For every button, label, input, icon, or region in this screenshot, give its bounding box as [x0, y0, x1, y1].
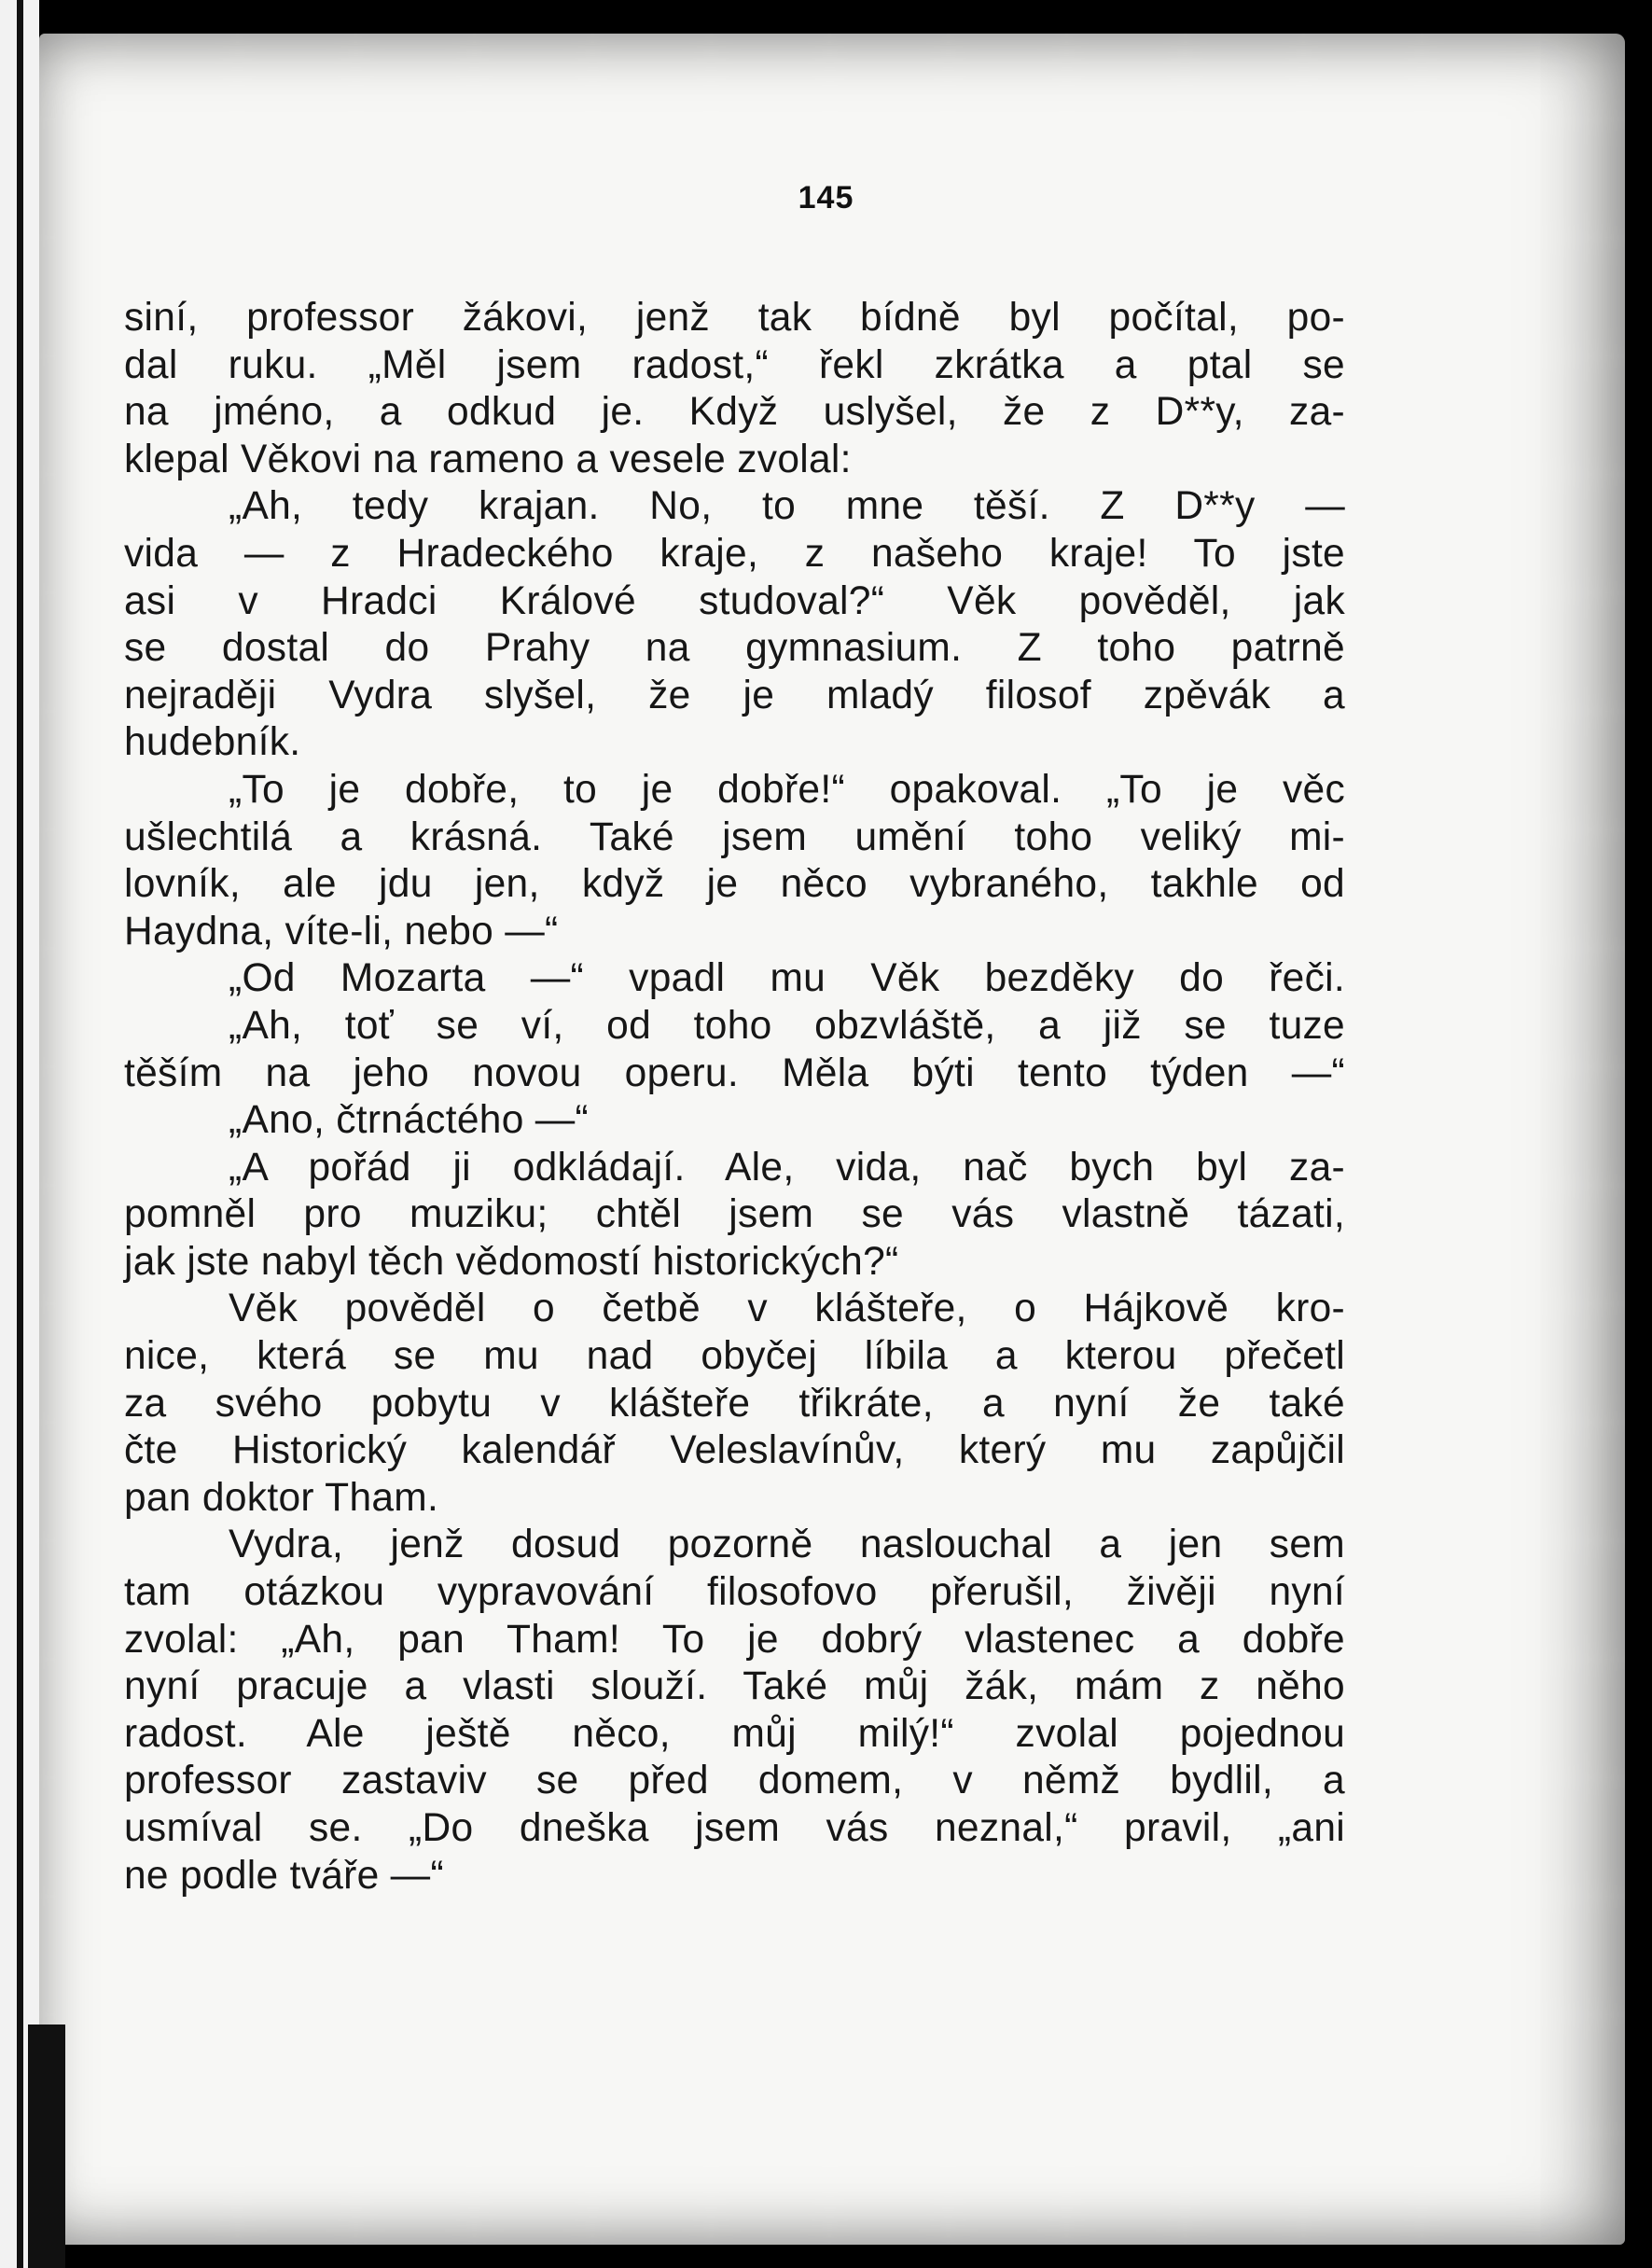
page-number: 145: [798, 180, 854, 216]
text-line: Vydra, jenž dosud pozorně naslouchal a jen sem: [229, 1523, 1345, 1567]
text-line: tam otázkou vypravování filosofovo přerušil, živěji nyní: [124, 1570, 1345, 1615]
text-line: těším na jeho novou operu. Měla býti tento týden —“: [124, 1051, 1345, 1095]
text-line: „Ah, toť se ví, od toho obzvláště, a již se tuze: [229, 1003, 1345, 1048]
text-line: zvolal: „Ah, pan Tham! To je dobrý vlastenec a dobře: [124, 1617, 1345, 1662]
text-line: „A pořád ji odkládají. Ale, vida, nač bych byl za-: [229, 1145, 1345, 1190]
text-line: pan doktor Tham.: [124, 1475, 439, 1520]
text-line: pomněl pro muziku; chtěl jsem se vás vlastně tázati,: [124, 1192, 1345, 1237]
text-line: „Ah, tedy krajan. No, to mne těší. Z D**y —: [229, 484, 1345, 529]
text-line: ušlechtilá a krásná. Také jsem umění toho veliký mi-: [124, 814, 1345, 859]
text-line: asi v Hradci Králové studoval?“ Věk pověděl, jak: [124, 578, 1345, 623]
text-line: „Ano, čtrnáctého —“: [229, 1098, 590, 1143]
text-line: na jméno, a odkud je. Když uslyšel, že z D**y, za-: [124, 390, 1345, 435]
body-text: [124, 295, 1345, 1899]
text-line: vida — z Hradeckého kraje, z našeho kraje! To jste: [124, 531, 1345, 576]
text-line: nejraději Vydra slyšel, že je mladý filosof zpěvák a: [124, 673, 1345, 717]
page-edge-shadow: [28, 2025, 65, 2268]
text-line: usmíval se. „Do dneška jsem vás neznal,“ pravil, „ani: [124, 1806, 1345, 1850]
text-line: Věk pověděl o četbě v klášteře, o Hájkově kro-: [229, 1287, 1345, 1331]
text-line: radost. Ale ještě něco, můj milý!“ zvolal pojednou: [124, 1711, 1345, 1756]
text-line: professor zastaviv se před domem, v němž bydlil, a: [124, 1759, 1345, 1803]
text-line: siní, professor žákovi, jenž tak bídně byl počítal, po-: [124, 296, 1345, 340]
text-line: hudebník.: [124, 720, 301, 765]
text-line: nice, která se mu nad obyčej líbila a kterou přečetl: [124, 1334, 1345, 1379]
text-line: za svého pobytu v klášteře třikráte, a nyní že také: [124, 1381, 1345, 1426]
text-line: „Od Mozarta —“ vpadl mu Věk bezděky do řeči.: [229, 956, 1345, 1001]
text-line: čte Historický kalendář Veleslavínův, který mu zapůjčil: [124, 1428, 1345, 1473]
text-line: lovník, ale jdu jen, když je něco vybraného, takhle od: [124, 862, 1345, 907]
book-gutter: [0, 0, 39, 2268]
text-line: „To je dobře, to je dobře!“ opakoval. „To je věc: [229, 767, 1345, 812]
text-line: ne podle tváře —“: [124, 1853, 444, 1898]
text-line: jak jste nabyl těch vědomostí historických?“: [124, 1239, 899, 1284]
text-line: dal ruku. „Měl jsem radost,“ řekl zkrátka a ptal se: [124, 342, 1345, 387]
text-line: nyní pracuje a vlasti slouží. Také můj žák, mám z něho: [124, 1664, 1345, 1709]
gutter-binding-line: [17, 0, 23, 2268]
text-line: se dostal do Prahy na gymnasium. Z toho patrně: [124, 626, 1345, 671]
text-line: Haydna, víte-li, nebo —“: [124, 909, 559, 953]
text-line: klepal Věkovi na rameno a vesele zvolal:: [124, 437, 852, 481]
